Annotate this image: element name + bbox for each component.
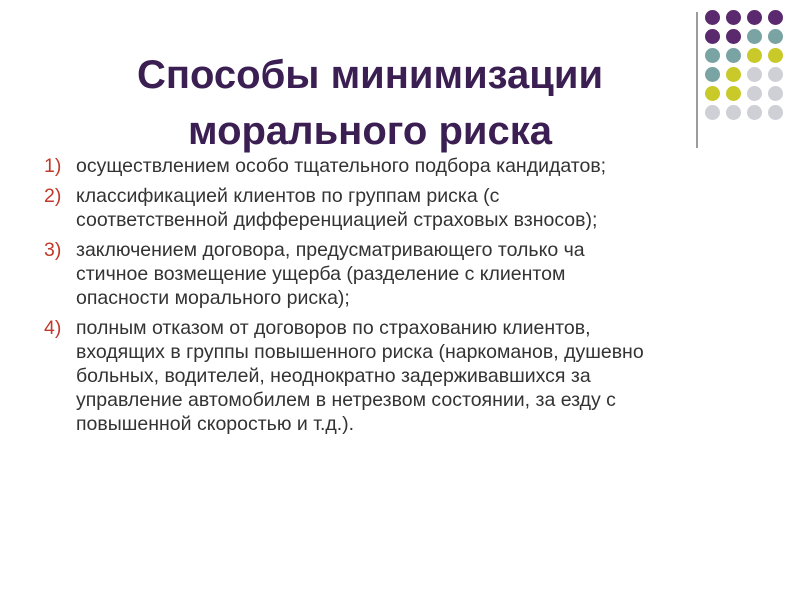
decorative-dot <box>705 86 720 101</box>
decorative-dot-grid <box>705 10 800 130</box>
item-number: 2) <box>44 185 62 207</box>
method-list <box>44 154 780 442</box>
item-line: входящих в группы повышенного риска (наркоманов, душевно <box>76 341 644 363</box>
item-line: управление автомобилем в нетрезвом состоянии, за езду с <box>76 389 616 411</box>
list-item-4 <box>44 316 780 436</box>
decorative-dot <box>747 29 762 44</box>
decorative-dot <box>726 10 741 25</box>
item-number: 4) <box>44 317 62 339</box>
title-line-1: Способы минимизации <box>136 52 604 97</box>
decorative-dot <box>726 105 741 120</box>
decorative-dot <box>747 10 762 25</box>
decorative-dot <box>768 67 783 82</box>
item-line: соответственной дифференциацией страховых взносов); <box>76 209 598 231</box>
vertical-divider <box>696 12 698 148</box>
decorative-dot <box>768 105 783 120</box>
decorative-dot <box>705 67 720 82</box>
item-line: заключением договора, предусматривающего только ча <box>76 239 585 261</box>
slide-title <box>60 47 680 159</box>
decorative-dot <box>726 86 741 101</box>
decorative-dot <box>705 29 720 44</box>
decorative-dot <box>747 48 762 63</box>
decorative-dot <box>768 86 783 101</box>
item-line: стичное возмещение ущерба (разделение с клиентом <box>76 263 566 285</box>
decorative-dot <box>768 48 783 63</box>
item-line: осуществлением особо тщательного подбора кандидатов; <box>76 155 607 177</box>
decorative-dot <box>747 105 762 120</box>
decorative-dot <box>747 86 762 101</box>
decorative-dot <box>747 67 762 82</box>
decorative-dot <box>768 10 783 25</box>
item-line: опасности морального риска); <box>76 287 350 309</box>
decorative-dot <box>726 48 741 63</box>
item-line: больных, водителей, неоднократно задерживавшихся за <box>76 365 591 387</box>
title-line-2: морального риска <box>188 108 552 153</box>
item-number: 3) <box>44 239 62 261</box>
decorative-dot <box>726 29 741 44</box>
item-line: повышенной скоростью и т.д.). <box>76 413 355 435</box>
decorative-dot <box>705 48 720 63</box>
item-number: 1) <box>44 155 62 177</box>
decorative-dot <box>726 67 741 82</box>
decorative-dot <box>768 29 783 44</box>
list-item-2 <box>44 184 780 232</box>
item-line: полным отказом от договоров по страхованию клиентов, <box>76 317 591 339</box>
list-item-1 <box>44 154 780 178</box>
decorative-dot <box>705 10 720 25</box>
list-item-3 <box>44 238 780 310</box>
item-line: классификацией клиентов по группам риска (с <box>76 185 500 207</box>
decorative-dot <box>705 105 720 120</box>
